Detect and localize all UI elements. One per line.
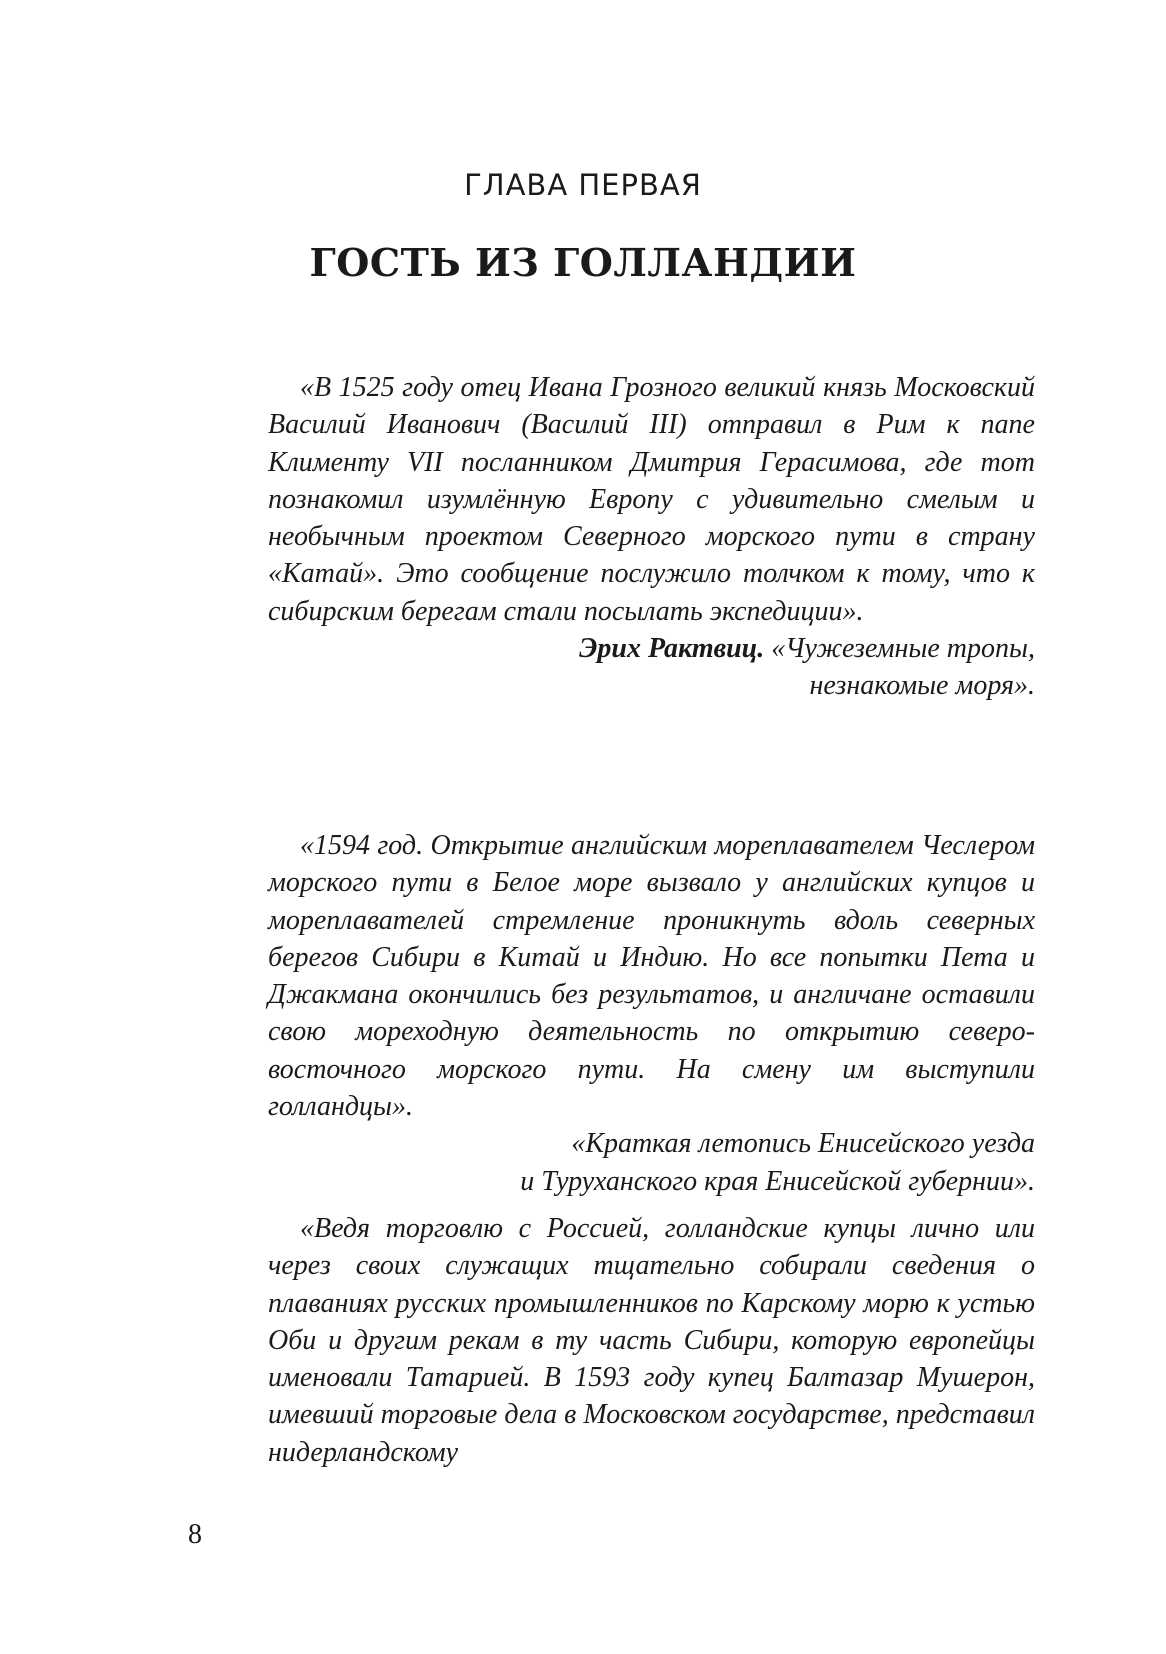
epigraph-3 <box>268 1210 1035 1471</box>
epigraph-1-source <box>268 630 1035 705</box>
page-number: 8 <box>188 1519 202 1550</box>
epigraph-2-work-line2: и Туруханского края Енисейской губернии». <box>520 1165 1035 1197</box>
chapter-label: ГЛАВА ПЕРВАЯ <box>464 168 702 202</box>
epigraph-2 <box>268 827 1035 1200</box>
epigraph-1-quote: «В 1525 году отец Ивана Грозного великий князь Московский Василий Иванович (Василий III) отправил в Рим к папе Клименту VII посланником Дмитрия Герасимова, где тот познакомил изумлённую Европу с удивительно смелым и необычным проектом Северного морского пути в страну «Катай». Это сообщение послужило толчком к тому, что к сибирским берегам стали посылать экспедиции». <box>268 372 1035 627</box>
epigraph-1-work-line2: незнакомые моря». <box>809 670 1035 702</box>
epigraph-2-work-line1: «Краткая летопись Енисейского уезда <box>571 1128 1035 1160</box>
epigraph-3-quote: «Ведя торговлю с Россией, голландские купцы лично или через своих служащих тщательно собирали сведения о плаваниях русских промышленников по Карскому морю к устью Оби и другим рекам в ту часть Сибири, которую европейцы именовали Татарией. В 1593 году купец Балтазар Мушерон, имевший торговые дела в Московском государстве, представил нидерландскому <box>268 1213 1035 1468</box>
epigraph-2-quote: «1594 год. Открытие английским мореплавателем Чеслером морского пути в Белое море вызвало у английских купцов и мореплавателей стремление проникнуть вдоль северных берегов Сибири в Китай и Индию. Но все попытки Пета и Джакмана окончились без результатов, и англичане оставили свою мореходную деятельность по открытию северо-восточного морского пути. На смену им выступили голландцы». <box>268 830 1035 1123</box>
chapter-title: ГОСТЬ ИЗ ГОЛЛАНДИИ <box>309 240 857 285</box>
epigraph-2-source <box>268 1125 1035 1200</box>
epigraph-1-work-line1: «Чужеземные тропы, <box>771 633 1035 665</box>
epigraph-1-author: Эрих Рактвиц. <box>579 633 765 665</box>
epigraph-1 <box>268 369 1035 705</box>
